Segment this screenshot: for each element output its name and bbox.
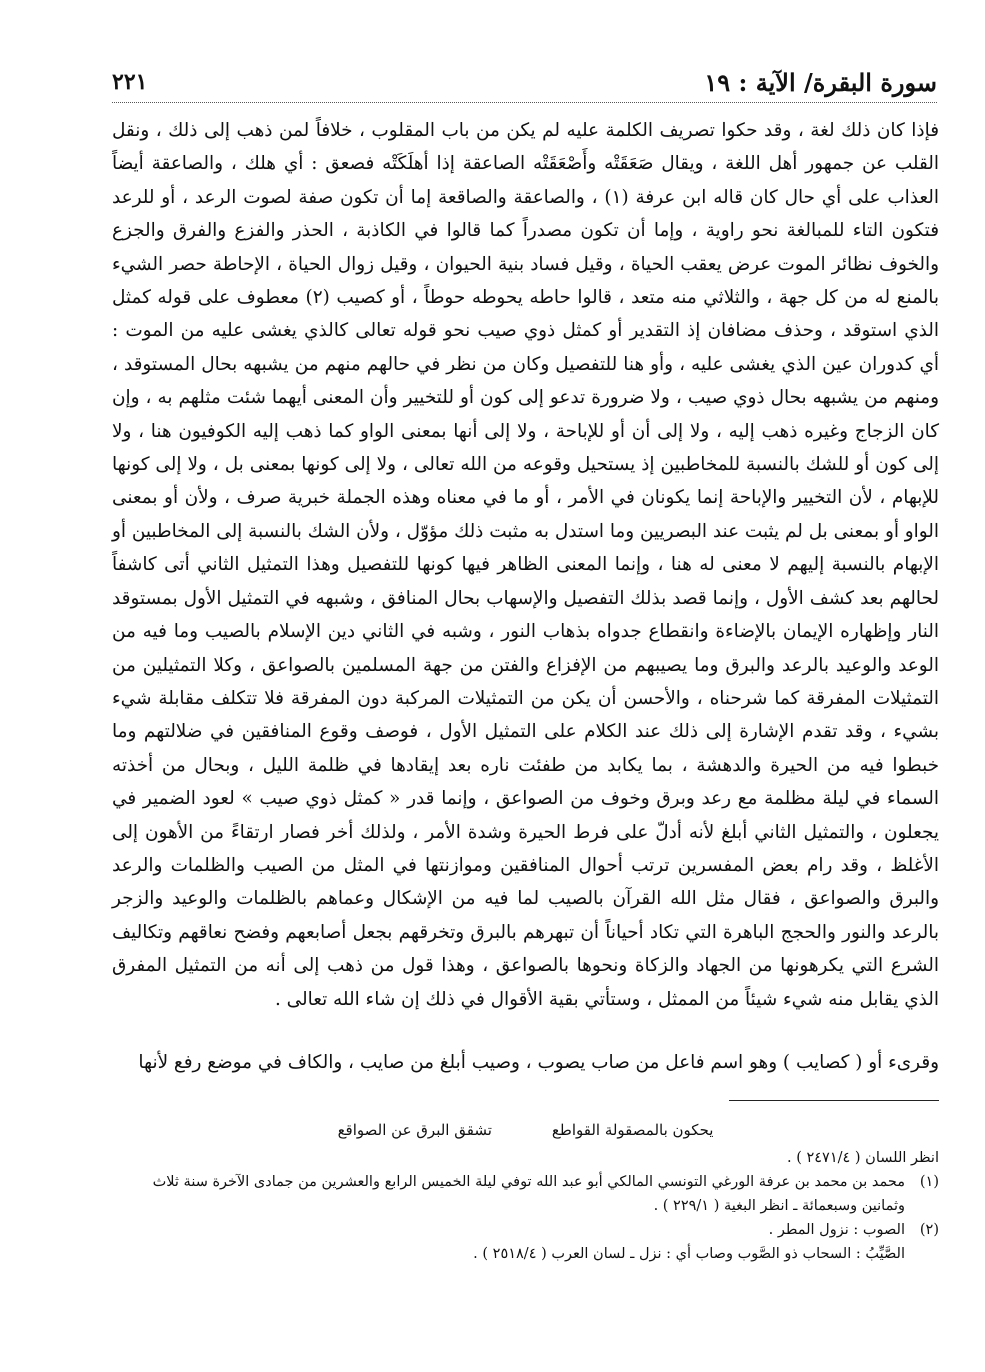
footnotes (112, 1118, 939, 1266)
footnote-divider (729, 1100, 939, 1101)
poetry-verse (112, 1118, 939, 1142)
verse-second-hemistich: تشقق البرق عن الصواقع (337, 1121, 492, 1139)
main-text (112, 114, 939, 1079)
body-paragraph-1: فإذا كان ذلك لغة ، وقد حكوا تصريف الكلمة عليه لم يكن من باب المقلوب ، خلافاً لمن ذهب إلى ذلك ، ونقل القلب عن جمهور أهل اللغة ، ويقال صَعَقَتْه وأَصْعَقَتْه الصاعقة إذا أهلَكَتْه فصعق : أي هلك ، والصاعقة أيضاً العذاب على أي حال كان قاله ابن عرفة (١) ، والصاعقة والصاقعة إما أن تكون صفة لصوت الرعد ، أو للرعد فتكون التاء للمبالغة نحو راوية ، وإما أن تكون مصدراً كما قالوا في الكاذبة ، الحذر والفزع والفرق والجزع والخوف نظائر الموت عرض يعقب الحياة ، وقيل فساد بنية الحيوان ، وقيل زوال الحياة ، الإحاطة حصر الشيء بالمنع له من كل جهة ، والثلاثي منه متعد ، قالوا حاطه يحوطه حوطاً ، أو كصيب (٢) معطوف على قوله كمثل الذي استوقد ، وحذف مضافان إذ التقدير أو كمثل ذوي صيب نحو قوله تعالى كالذي يغشى عليه من الموت : أي كدوران عين الذي يغشى عليه ، وأو هنا للتفصيل وكان من نظر في حالهم منهم من يشبهه بحال المستوقد ، ومنهم من يشبهه بحال ذوي صيب ، ولا ضرورة تدعو إلى كون أو للتخيير وأن المعنى أيهما شئت مثلهم به ، وإن كان الزجاج وغيره ذهب إليه ، ولا إلى أن أو للإباحة ، ولا إلى أنها بمعنى الواو كما ذهب إليه الكوفيون هنا ، ولا إلى كون أو للشك بالنسبة للمخاطبين إذ يستحيل وقوعه من الله تعالى ، ولا إلى كونها بمعنى بل ، ولا إلى كونها للإبهام ، لأن التخيير والإباحة إنما يكونان في الأمر ، أو ما في معناه وهذه الجملة خبرية صرف ، ولأن أو بمعنى الواو أو بمعنى بل لم يثبت عند البصريين وما استدل به مثبت ذلك مؤوّل ، ولأن الشك بالنسبة إلى المخاطبين أو الإبهام بالنسبة إليهم لا معنى له هنا ، وإنما المعنى الظاهر فيها كونها للتفصيل وهذا التمثيل الثاني أتى كاشفاً لحالهم بعد كشف الأول ، وإنما قصد بذلك التفصيل والإسهاب بحال المنافق ، وشبهه في التمثيل الأول بمستوقد النار وإظهاره الإيمان بالإضاءة وانقطاع جدواه بذهاب النور ، وشبه في الثاني دين الإسلام بالصيب وما فيه من الوعد والوعيد بالرعد والبرق وما يصيبهم من الإفزاع والفتن من جهة المسلمين بالصواعق ، وكلا التمثيلين من التمثيلات المفرقة كما شرحناه ، والأحسن أن يكن من التمثيلات المركبة دون المفرقة فلا تتكلف مقابلة شيء بشيء ، وقد تقدم الإشارة إلى ذلك عند الكلام على التمثيل الأول ، فوصف وقوع المنافقين في ضلالتهم وما خبطوا فيه من الحيرة والدهشة ، بما يكابد من طفئت ناره بعد إيقادها في ظلمة الليل ، وبحال من أخذته السماء في ليلة مظلمة مع رعد وبرق وخوف من الصواعق ، وإنما قدر « كمثل ذوي صيب » لعود الضمير في يجعلون ، والتمثيل الثاني أبلغ لأنه أدلّ على فرط الحيرة وشدة الأمر ، ولذلك أخر فصار ارتقاءً من الأهون إلى الأغلظ ، وقد رام بعض المفسرين ترتب أحوال المنافقين وموازنتها في المثل من الصيب والظلمات والرعد والبرق والصواعق ، فقال مثل الله القرآن بالصيب لما فيه من الإشكال وعماهم بالظلمات والوعيد والزجر بالرعد والنور والحجج الباهرة التي تكاد أحياناً أن تبهرهم بالبرق وتخرقهم بجعل أصابعهم وفضح نعاقهم وتكاليف الشرع التي يكرهونها من الجهاد والزكاة ونحوها بالصواعق ، وهذا قول من ذهب إلى أنه من التمثيل المفرق الذي يقابل منه شيء شيئاً من الممثل ، وستأتي بقية الأقوال في ذلك إن شاء الله تعالى . (112, 120, 939, 1010)
body-paragraph-2: وقرىء أو ( كصايب ) وهو اسم فاعل من صاب يصوب ، وصيب أبلغ من صايب ، والكاف في موضع رفع لأنها (138, 1051, 939, 1073)
running-header (112, 62, 937, 103)
footnote-2 (112, 1218, 939, 1242)
verse-source: انظر اللسان ( ٢٤٧١/٤ ) . (786, 1150, 939, 1166)
surah-title: سورة البقرة/ الآية : ١٩ (704, 67, 937, 97)
footnote-2-text: الصوب : نزول المطر . (768, 1222, 905, 1238)
footnote-2-continuation: الصَّيِّبُ : السحاب ذو الصَّوب وصاب أي : نزل ـ لسان العرب ( ٢٥١٨/٤ ) . (473, 1246, 905, 1262)
footnote-1-number: (١) (919, 1174, 939, 1190)
footnote-1-text: محمد بن محمد بن عرفة الورغي التونسي المالكي أبو عبد الله توفي ليلة الخميس الرابع والعشرين من جمادى الآخرة سنة ثلاث وثمانين وسبعمائة ـ انظر البغية ( ٢٢٩/١ ) . (152, 1174, 905, 1214)
footnote-2-number: (٢) (919, 1222, 939, 1238)
verse-first-hemistich: يحكون بالمصقولة القواطع (551, 1121, 714, 1139)
page-number: ٢٢١ (112, 69, 148, 95)
footnote-1 (112, 1170, 939, 1218)
